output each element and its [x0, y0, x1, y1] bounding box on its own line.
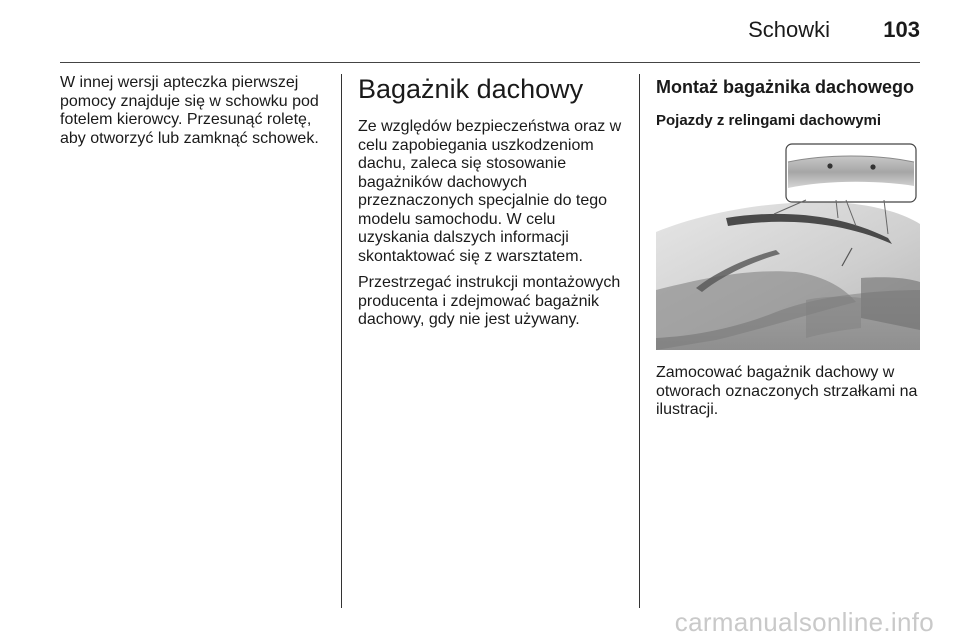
page-header	[60, 0, 920, 63]
column-left	[60, 74, 332, 148]
first-aid-paragraph: W innej wersji apteczka pierwszej pomocy znajduje się w schowku pod fotelem kierowcy. Przesunąć roletę, aby otworzyć lub zamknąć schowek.	[60, 74, 319, 147]
column-divider-right	[639, 74, 640, 608]
roof-rack-heading: Bagażnik dachowy	[358, 74, 584, 104]
roof-rack-paragraph-2: Przestrzegać instrukcji montażowych producenta i zdejmować bagażnik dachowy, gdy nie jest używany.	[358, 274, 621, 328]
mounting-caption: Zamocować bagażnik dachowy w otworach oznaczonych strzałkami na ilustracji.	[656, 364, 918, 418]
mounting-heading: Montaż bagażnika dachowego	[656, 77, 915, 97]
section-title: Schowki	[748, 17, 830, 42]
watermark-text: carmanualsonline.info	[674, 607, 934, 637]
roof-rails-subheading: Pojazdy z relingami dachowymi	[656, 112, 882, 129]
column-right	[656, 74, 926, 420]
column-middle	[358, 74, 628, 330]
roof-rack-mounting-illustration	[656, 140, 920, 350]
column-divider-left	[341, 74, 342, 608]
page-number: 103	[883, 17, 920, 42]
roof-rack-paragraph-1: Ze względów bezpieczeństwa oraz w celu zapobiegania uszkodzeniom dachu, zaleca się stosowanie bagażników dachowych przeznaczonych specjalnie do tego modelu samochodu. W celu uzyskania dalszych informacji skontaktować się z warsztatem.	[358, 118, 622, 265]
